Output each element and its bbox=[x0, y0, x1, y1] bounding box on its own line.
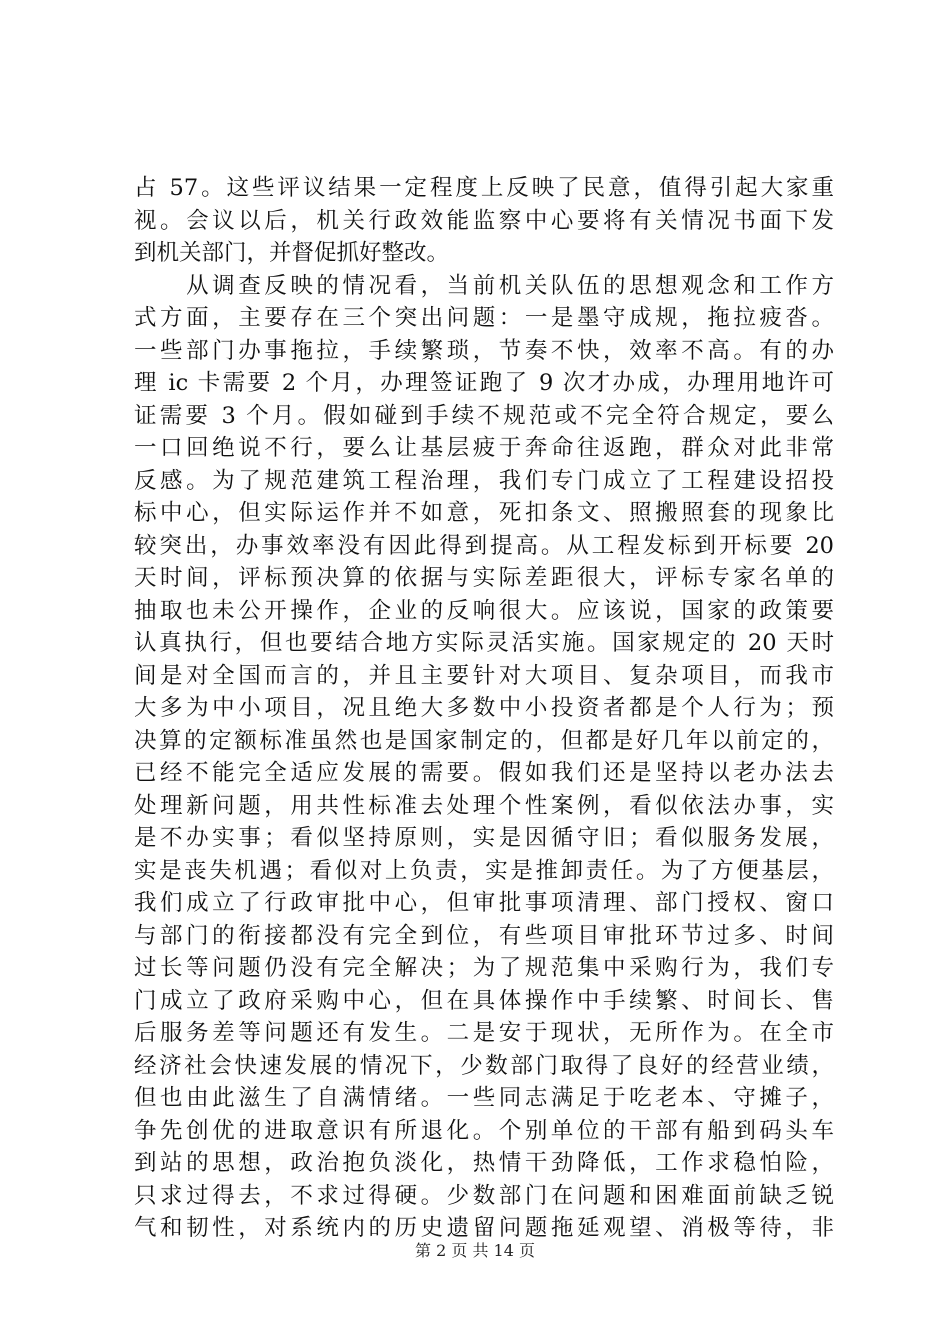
text-line: 但也由此滋生了自满情绪。一些同志满足于吃老本、守摊子， bbox=[134, 1085, 834, 1111]
text-line: 门成立了政府采购中心，但在具体操作中手续繁、时间长、售 bbox=[134, 987, 834, 1014]
text-line: 争先创优的进取意识有所退化。个别单位的干部有船到码头车 bbox=[134, 1117, 834, 1144]
text-line: 较突出，办事效率没有因此得到提高。从工程发标到开标要 20 bbox=[134, 532, 834, 559]
body-text bbox=[134, 172, 834, 1245]
text-line: 大多为中小项目，况且绝大多数中小投资者都是个人行为；预 bbox=[134, 695, 834, 721]
text-line: 处理新问题，用共性标准去处理个性案例，看似依法办事，实 bbox=[134, 792, 834, 819]
text-line: 从调查反映的情况看，当前机关队伍的思想观念和工作方 bbox=[134, 272, 834, 299]
text-line: 经济社会快速发展的情况下，少数部门取得了良好的经营业绩， bbox=[134, 1052, 834, 1079]
text-line: 认真执行，但也要结合地方实际灵活实施。国家规定的 20 天时 bbox=[134, 630, 834, 656]
text-line: 天时间，评标预决算的依据与实际差距很大，评标专家名单的 bbox=[134, 565, 834, 591]
text-line: 占 57。这些评议结果一定程度上反映了民意，值得引起大家重 bbox=[134, 175, 834, 201]
text-line: 到机关部门，并督促抓好整改。 bbox=[134, 240, 450, 266]
text-line: 是不办实事；看似坚持原则，实是因循守旧；看似服务发展， bbox=[134, 825, 834, 851]
page-footer: 第 2 页 共 14 页 bbox=[415, 1241, 535, 1260]
text-line: 气和韧性，对系统内的历史遗留问题拖延观望、消极等待，非 bbox=[134, 1215, 834, 1241]
text-line: 一口回绝说不行，要么让基层疲于奔命往返跑，群众对此非常 bbox=[134, 435, 834, 461]
text-line: 视。会议以后，机关行政效能监察中心要将有关情况书面下发 bbox=[134, 207, 834, 234]
text-line: 已经不能完全适应发展的需要。假如我们还是坚持以老办法去 bbox=[134, 760, 834, 786]
text-line: 与部门的衔接都没有完全到位，有些项目审批环节过多、时间 bbox=[134, 922, 834, 949]
text-line: 决算的定额标准虽然也是国家制定的，但都是好几年以前定的， bbox=[134, 727, 834, 754]
text-line: 后服务差等问题还有发生。二是安于现状，无所作为。在全市 bbox=[134, 1020, 834, 1046]
text-line: 实是丧失机遇；看似对上负责，实是推卸责任。为了方便基层， bbox=[134, 857, 834, 884]
text-line: 一些部门办事拖拉，手续繁琐，节奏不快，效率不高。有的办 bbox=[134, 337, 834, 364]
text-line: 只求过得去，不求过得硬。少数部门在问题和困难面前缺乏锐 bbox=[134, 1182, 834, 1209]
text-line: 反感。为了规范建筑工程治理，我们专门成立了工程建设招投 bbox=[134, 467, 834, 494]
text-line: 式方面，主要存在三个突出问题：一是墨守成规，拖拉疲沓。 bbox=[134, 305, 834, 331]
text-line: 标中心，但实际运作并不如意，死扣条文、照搬照套的现象比 bbox=[134, 500, 834, 526]
text-line: 我们成立了行政审批中心，但审批事项清理、部门授权、窗口 bbox=[134, 890, 834, 916]
text-line: 间是对全国而言的，并且主要针对大项目、复杂项目，而我市 bbox=[134, 662, 834, 689]
text-line: 过长等问题仍没有完全解决；为了规范集中采购行为，我们专 bbox=[134, 955, 834, 981]
text-line: 理 ic 卡需要 2 个月，办理签证跑了 9 次才办成，办理用地许可 bbox=[134, 370, 834, 396]
text-line: 抽取也未公开操作，企业的反响很大。应该说，国家的政策要 bbox=[134, 597, 834, 624]
text-line: 证需要 3 个月。假如碰到手续不规范或不完全符合规定，要么 bbox=[134, 402, 834, 429]
text-line: 到站的思想，政治抱负淡化，热情干劲降低，工作求稳怕险， bbox=[134, 1150, 834, 1176]
